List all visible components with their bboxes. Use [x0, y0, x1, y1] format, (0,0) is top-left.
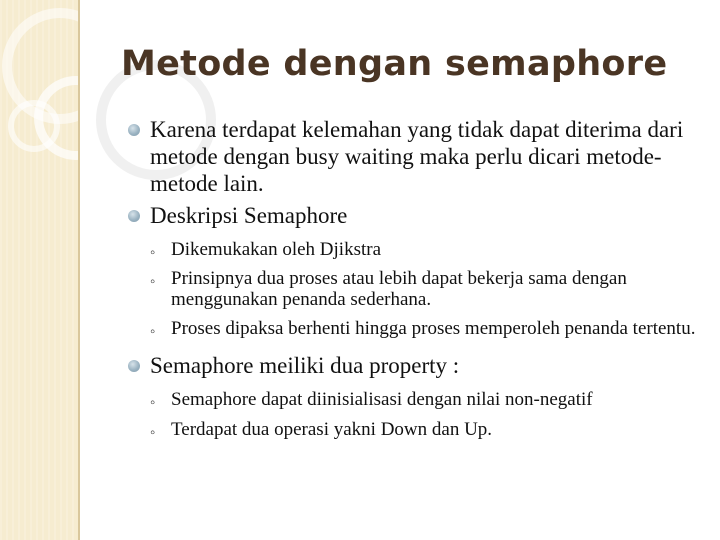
sub-bullet-text: Semaphore dapat diinisialisasi dengan nilai non-negatif: [171, 389, 593, 410]
bullet-text: Deskripsi Semaphore: [150, 203, 348, 228]
bullet-item: [128, 352, 708, 379]
sub-bullet-ring-icon: ◦: [150, 324, 156, 340]
sub-bullet-ring-icon: ◦: [150, 425, 156, 441]
decorative-side-panel: [0, 0, 78, 540]
sub-bullet-ring-icon: ◦: [150, 274, 156, 290]
sub-bullet-text: Prinsipnya dua proses atau lebih dapat bekerja sama dengan menggunakan penanda sederhana.: [171, 268, 627, 310]
sub-bullet-ring-icon: ◦: [150, 395, 156, 411]
bullet-item: [128, 116, 708, 197]
bullet-text: Karena terdapat kelemahan yang tidak dapat diterima dari metode dengan busy waiting maka perlu dicari metode-metode lain.: [150, 117, 684, 196]
bullet-dot-icon: [128, 124, 140, 136]
sub-bullet-text: Dikemukakan oleh Djikstra: [171, 239, 382, 260]
sub-bullet-text: Proses dipaksa berhenti hingga proses memperoleh penanda tertentu.: [171, 318, 696, 339]
decorative-ring-icon: [8, 100, 60, 152]
bullet-item: [128, 202, 708, 229]
sub-bullet-item: [150, 239, 708, 260]
bullet-text: Semaphore meiliki dua property :: [150, 353, 460, 378]
sub-bullet-ring-icon: ◦: [150, 245, 156, 261]
slide-title: Metode dengan semaphore: [121, 44, 668, 84]
bullet-dot-icon: [128, 210, 140, 222]
sub-bullet-item: [150, 389, 708, 410]
bullet-dot-icon: [128, 360, 140, 372]
side-divider: [78, 0, 80, 540]
sub-bullet-item: [150, 419, 708, 440]
sub-bullet-item: [150, 268, 708, 310]
sub-bullet-item: [150, 318, 708, 339]
bullet-list: [128, 116, 708, 440]
sub-bullet-text: Terdapat dua operasi yakni Down dan Up.: [171, 419, 493, 440]
